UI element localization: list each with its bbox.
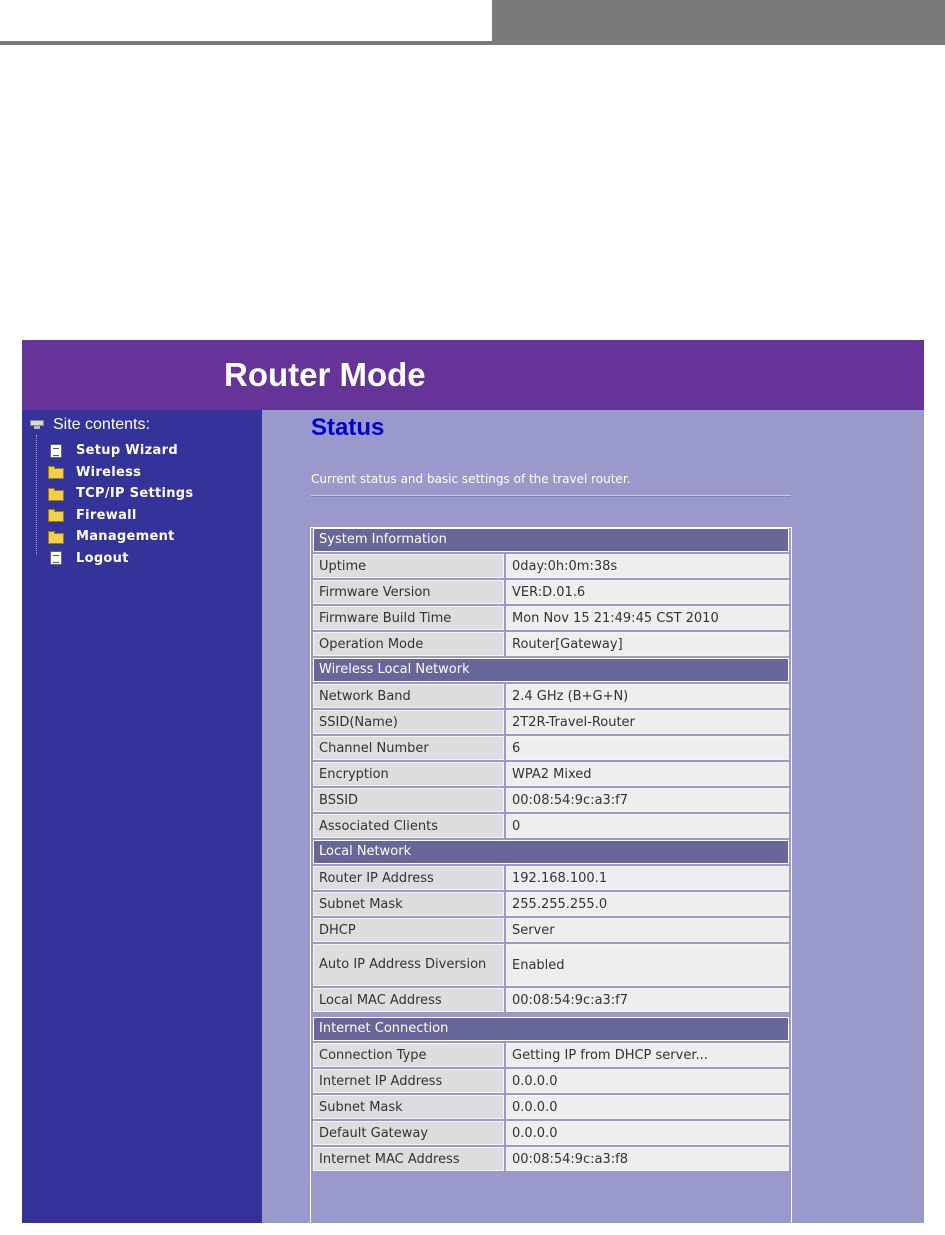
document-icon — [48, 551, 64, 565]
top-bar-left — [0, 0, 492, 45]
row-value: VER:D.01.6 — [506, 580, 789, 604]
row-label: Internet MAC Address — [313, 1147, 504, 1171]
sidebar-item-label: TCP/IP Settings — [76, 486, 194, 502]
row-value: 2.4 GHz (B+G+N) — [506, 684, 789, 708]
row-value: 00:08:54:9c:a3:f8 — [506, 1147, 789, 1171]
status-table — [311, 528, 791, 1171]
router-ui-frame — [22, 340, 924, 1223]
row-value: Enabled — [506, 944, 789, 986]
folder-icon — [48, 508, 64, 522]
sidebar-item-setup-wizard[interactable] — [48, 440, 193, 462]
sidebar-item-logout[interactable] — [48, 548, 193, 570]
sidebar-item-management[interactable] — [48, 526, 193, 548]
row-label: Firmware Build Time — [313, 606, 504, 630]
row-value: 2T2R-Travel-Router — [506, 710, 789, 734]
sidebar-item-label: Firewall — [76, 507, 137, 523]
row-label: Auto IP Address Diversion — [313, 944, 504, 986]
row-value: Server — [506, 918, 789, 942]
sidebar-nav — [48, 440, 193, 569]
header-title: Router Mode — [224, 356, 426, 393]
row-value: 0.0.0.0 — [506, 1121, 789, 1145]
row-label: Subnet Mask — [313, 892, 504, 916]
row-value: 192.168.100.1 — [506, 866, 789, 890]
row-value: 6 — [506, 736, 789, 760]
sidebar-item-label: Setup Wizard — [76, 443, 178, 459]
section-header-internet-connection: Internet Connection — [313, 1017, 789, 1041]
row-value: 0day:0h:0m:38s — [506, 554, 789, 578]
main-content — [262, 410, 924, 1223]
sidebar-item-label: Wireless — [76, 464, 142, 480]
folder-icon — [48, 465, 64, 479]
sidebar-item-firewall[interactable] — [48, 505, 193, 527]
row-label: SSID(Name) — [313, 710, 504, 734]
section-header-system-information: System Information — [313, 528, 789, 552]
tree-connector — [36, 435, 37, 555]
row-value: 00:08:54:9c:a3:f7 — [506, 788, 789, 812]
computer-icon — [30, 420, 44, 430]
top-bar-right — [492, 0, 945, 45]
section-header-wireless-local-network: Wireless Local Network — [313, 658, 789, 682]
row-value: 0.0.0.0 — [506, 1069, 789, 1093]
row-label: Subnet Mask — [313, 1095, 504, 1119]
row-label: Internet IP Address — [313, 1069, 504, 1093]
row-label: Uptime — [313, 554, 504, 578]
row-label: Channel Number — [313, 736, 504, 760]
sidebar-item-label: Logout — [76, 550, 129, 566]
header-banner — [22, 340, 924, 410]
row-value: 0 — [506, 814, 789, 838]
row-value: Getting IP from DHCP server... — [506, 1043, 789, 1067]
document-icon — [48, 444, 64, 458]
row-value: 255.255.255.0 — [506, 892, 789, 916]
page-description: Current status and basic settings of the travel router. — [311, 472, 631, 486]
row-value: Router[Gateway] — [506, 632, 789, 656]
row-value: WPA2 Mixed — [506, 762, 789, 786]
folder-icon — [48, 487, 64, 501]
folder-icon — [48, 530, 64, 544]
row-value: Mon Nov 15 21:49:45 CST 2010 — [506, 606, 789, 630]
row-label: Local MAC Address — [313, 988, 504, 1012]
row-label: Network Band — [313, 684, 504, 708]
table-frame — [310, 527, 792, 1235]
row-label: BSSID — [313, 788, 504, 812]
row-value: 00:08:54:9c:a3:f7 — [506, 988, 789, 1012]
row-label: Operation Mode — [313, 632, 504, 656]
row-label: DHCP — [313, 918, 504, 942]
sidebar-item-label: Management — [76, 529, 175, 545]
row-label: Encryption — [313, 762, 504, 786]
row-label: Router IP Address — [313, 866, 504, 890]
row-value: 0.0.0.0 — [506, 1095, 789, 1119]
row-label: Firmware Version — [313, 580, 504, 604]
site-contents-label: Site contents: — [53, 416, 150, 433]
sidebar-item-tcpip-settings[interactable] — [48, 483, 193, 505]
sidebar-item-wireless[interactable] — [48, 462, 193, 484]
section-header-local-network: Local Network — [313, 840, 789, 864]
site-contents-heading — [30, 416, 150, 434]
divider — [311, 495, 791, 497]
row-label: Connection Type — [313, 1043, 504, 1067]
sidebar — [22, 410, 262, 1223]
row-label: Default Gateway — [313, 1121, 504, 1145]
row-label: Associated Clients — [313, 814, 504, 838]
page-title: Status — [311, 414, 385, 441]
